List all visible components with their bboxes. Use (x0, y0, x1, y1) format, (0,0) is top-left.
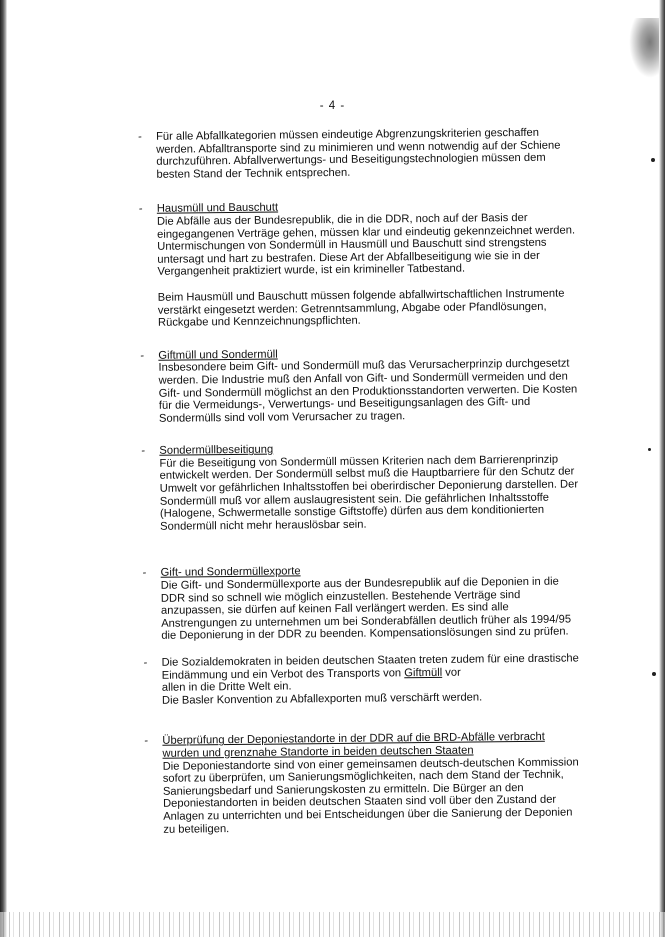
section-heading: Giftmüll und Sondermüll (158, 348, 278, 362)
section-heading: Gift- und Sondermüllexporte (160, 565, 301, 580)
section-criteria (138, 126, 579, 181)
bullet-dash: - (140, 349, 145, 362)
scan-speck (651, 158, 655, 162)
section-sondermuellbeseitigung (141, 441, 582, 534)
scan-speck (648, 448, 651, 451)
section-hausmuell (139, 199, 580, 330)
paragraph: Insbesondere beim Gift- und Sondermüll muß das Verursacherprinzip durchgesetzt werden. Die Industrie muß den Anfall von Gift- und Sondermüll vermeiden und den Gift- und Sondermüll möglichst an den Produktionsstandorten verwerten. Die Kosten für die Vermeidungs-, Verwertungs- und Beseitigungsanlagen des Gift- und Sondermülls sind voll vom Verursacher zu tragen. (158, 357, 578, 425)
scan-noise-bottom (0, 912, 665, 937)
paragraph (162, 652, 585, 707)
section-heading: Hausmüll und Bauschutt (156, 201, 279, 216)
bullet-dash: - (144, 735, 149, 748)
paragraph: Die Abfälle aus der Bundesrepublik, die in die DDR, noch auf der Basis der eingegangenen Verträge gehen, müssen klar und eindeutig gekennzeichnet werden. Untermischungen von Sondermüll in Hausmüll und Bauschutt sind strengstens untersagt und hart zu bestrafen. Diese Art der Abfallbeseitigung wie sie in der Vergangenheit praktiziert wurde, ist ein krimineller Tatbestand. (156, 211, 576, 279)
paragraph-text: Die Sozialdemokraten in beiden deutschen Staaten treten zudem für eine drastische Eindämmung und ein Verbot des Transports von (161, 652, 579, 682)
bullet-dash: - (143, 656, 148, 669)
scan-edge-left (0, 0, 7, 937)
bullet-dash: - (141, 445, 146, 458)
paragraph: Beim Hausmüll und Bauschutt müssen folgende abfallwirtschaftlichen Instrumente verstärkt eingesetzt werden: Getrenntsammlung, Abgabe oder Pfandlösungen, Rückgabe und Kennzeichnungspflichten. (157, 287, 565, 329)
paragraph: Die Gift- und Sondermüllexporte aus der Bundesrepublik auf die Deponien in die DDR sind so schnell wie möglich einzustellen. Bestehende Verträge sind anzupassen, sie dürfen auf keinen Fall verlängert werden. Es sind alle Anstrengungen zu unternehmen um bei Sonderabfällen deutlich früher als 1994/95 die Deponierung in der DDR zu beenden. Kompensationslösungen sind zu prüfen. (160, 575, 572, 643)
paragraph-text: vor (442, 666, 461, 679)
section-heading: Überprüfung der Deponiestandorte in der DDR auf die BRD-Abfälle verbracht wurden und grenznahe Standorte in beiden deutschen Staaten (162, 731, 545, 760)
bullet-dash: - (138, 203, 143, 216)
paragraph: Für alle Abfallkategorien müssen eindeutige Abgrenzungskriterien geschaffen werden. Abfalltransporte sind zu minimieren und wenn notwendig auf der Schiene durchzuführen. Abfallverwertungs- und Beseitigungstechnologien müssen dem besten Stand der Technik entsprechen. (155, 126, 561, 181)
paragraph: Für die Beseitigung von Sondermüll müssen Kriterien nach dem Barrierenprinzip entwickelt werden. Der Sondermüll selbst muß die Hauptbarriere für den Schutz der Umwelt vor gefährlichen Inhaltsstoffen bei oberirdischer Deponierung darstellen. Der Sondermüll muß vor allem auslaugresistent sein. Die gefährlichen Inhaltsstoffe (Halogene, Schwermetalle sonstige Giftstoffe) dürfen aus dem konditionierten Sondermüll nicht mehr herauslösbar sein. (159, 453, 579, 533)
section-deponiestandorte (144, 731, 585, 836)
scan-smudge (629, 18, 659, 78)
underlined-word: Giftmüll (404, 666, 443, 679)
section-drittewelt (144, 652, 585, 707)
page-number: - 4 - (319, 100, 346, 112)
section-exporte (143, 563, 584, 643)
bullet-dash: - (138, 130, 142, 143)
paragraph: Die Deponiestandorte sind von einer gemeinsamen deutsch-deutschen Kommission sofort zu überprüfen, um Sanierungsmöglichkeiten, nach dem Stand der Technik, Sanierungsbedarf und Sanierungskosten zu ermitteln. Die Bürger an den Deponiestandorten in beiden deutschen Staaten sind voll über den Zustand der Anlagen zu unterrichten und bei Entscheidungen über die Sanierung der Deponien zu beteiligen. (162, 755, 579, 836)
section-heading: Sondermüllbeseitigung (159, 443, 274, 458)
document-body (138, 126, 586, 854)
bullet-dash: - (142, 567, 147, 580)
paragraph-text: allen in die Dritte Welt ein. (161, 680, 292, 694)
paragraph-text: Die Basler Konvention zu Abfallexporten muß verschärft werden. (161, 691, 483, 707)
scan-speck (652, 672, 656, 676)
scan-edge-right (659, 0, 665, 937)
section-giftmuell (140, 345, 581, 425)
